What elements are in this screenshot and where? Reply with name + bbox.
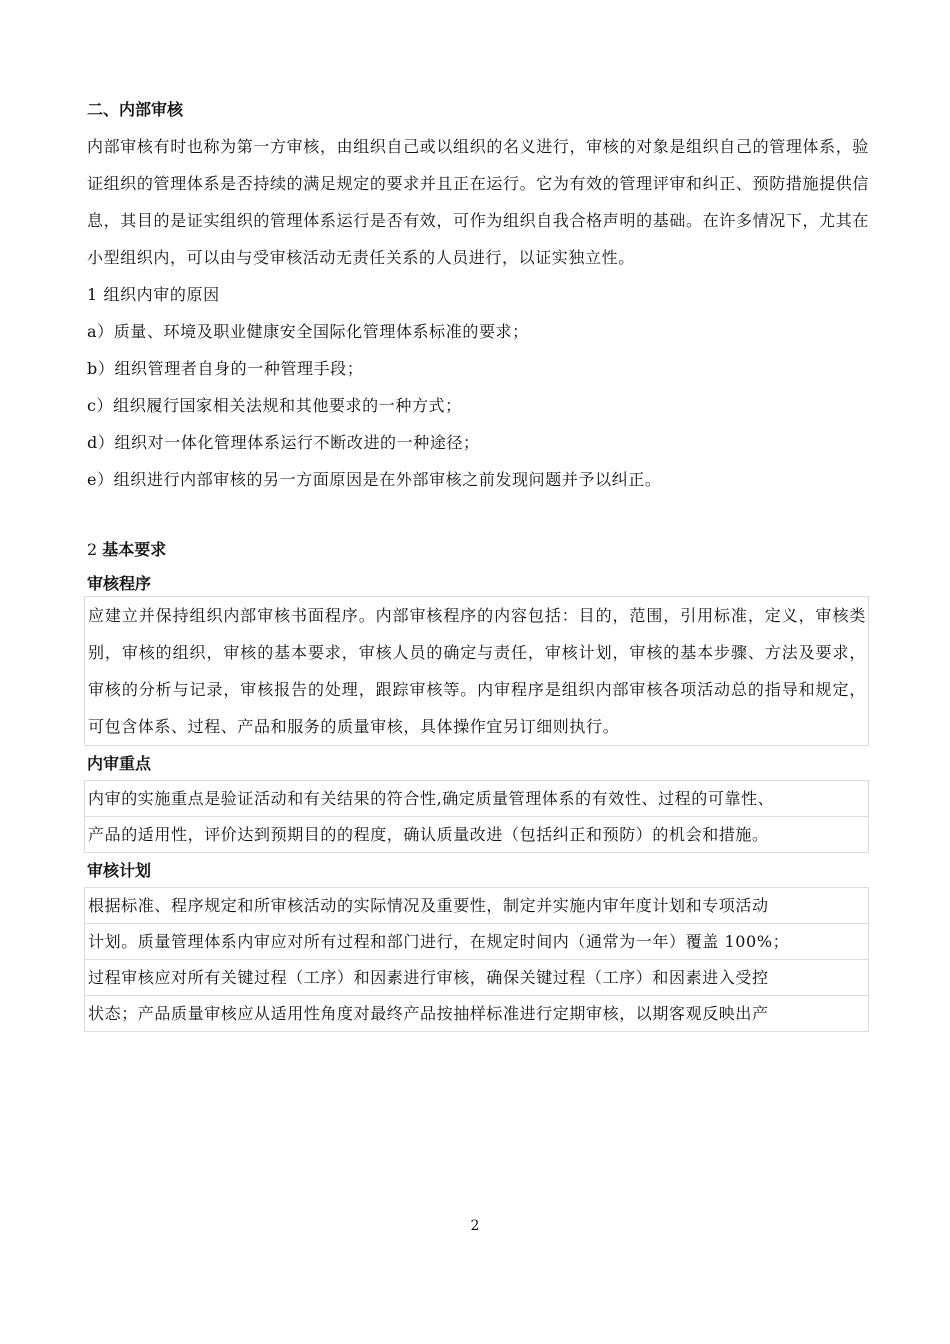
- focus-line: 内审的实施重点是验证活动和有关结果的符合性,确定质量管理体系的有效性、过程的可靠性、: [84, 780, 869, 816]
- plan-line: 状态；产品质量审核应从适用性角度对最终产品按抽样标准进行定期审核，以期客观反映出产: [84, 995, 869, 1032]
- procedure-text: 应建立并保持组织内部审核书面程序。内部审核程序的内容包括：目的，范围，引用标准，定义，审核类别，审核的组织，审核的基本要求，审核人员的确定与责任，审核计划，审核的基本步骤、方法及要求，审核的分析与记录，审核报告的处理，跟踪审核等。内审程序是组织内部审核各项活动总的指导和规定，可包含体系、过程、产品和服务的质量审核，具体操作宜另订细则执行。: [84, 596, 869, 746]
- requirements-title-number: 2: [87, 540, 98, 559]
- plan-line: 计划。质量管理体系内审应对所有过程和部门进行，在规定时间内（通常为一年）覆盖 100%；: [84, 923, 869, 959]
- focus-heading: 内审重点: [87, 754, 152, 773]
- reason-item: c）组织履行国家相关法规和其他要求的一种方式；: [87, 396, 462, 415]
- reason-item: e）组织进行内部审核的另一方面原因是在外部审核之前发现问题并予以纠正。: [87, 470, 662, 489]
- plan-heading: 审核计划: [87, 861, 152, 880]
- intro-paragraph: 内部审核有时也称为第一方审核，由组织自己或以组织的名义进行，审核的对象是组织自己的管理体系，验证组织的管理体系是否持续的满足规定的要求并且正在运行。它为有效的管理评审和纠正、预防措施提供信息，其目的是证实组织的管理体系运行是否有效，可作为组织自我合格声明的基础。在许多情况下，尤其在小型组织内，可以由与受审核活动无责任关系的人员进行，以证实独立性。: [87, 137, 869, 267]
- reasons-title: 1 组织内审的原因: [87, 285, 220, 304]
- requirements-title-text: 基本要求: [102, 540, 167, 559]
- section-title: 二、内部审核: [87, 100, 184, 119]
- reason-item: b）组织管理者自身的一种管理手段；: [87, 359, 364, 378]
- reason-item: d）组织对一体化管理体系运行不断改进的一种途径；: [87, 433, 480, 452]
- plan-line: 过程审核应对所有关键过程（工序）和因素进行审核，确保关键过程（工序）和因素进入受控: [84, 959, 869, 995]
- plan-line: 根据标准、程序规定和所审核活动的实际情况及重要性，制定并实施内审年度计划和专项活动: [84, 887, 869, 923]
- page-number: 2: [470, 1218, 480, 1234]
- document-page: [87, 100, 869, 1032]
- focus-line: 产品的适用性，评价达到预期目的的程度，确认质量改进（包括纠正和预防）的机会和措施。: [84, 816, 869, 853]
- requirements-title: [87, 538, 869, 562]
- procedure-heading: 审核程序: [87, 574, 152, 593]
- reason-item: a）质量、环境及职业健康安全国际化管理体系标准的要求；: [87, 322, 529, 341]
